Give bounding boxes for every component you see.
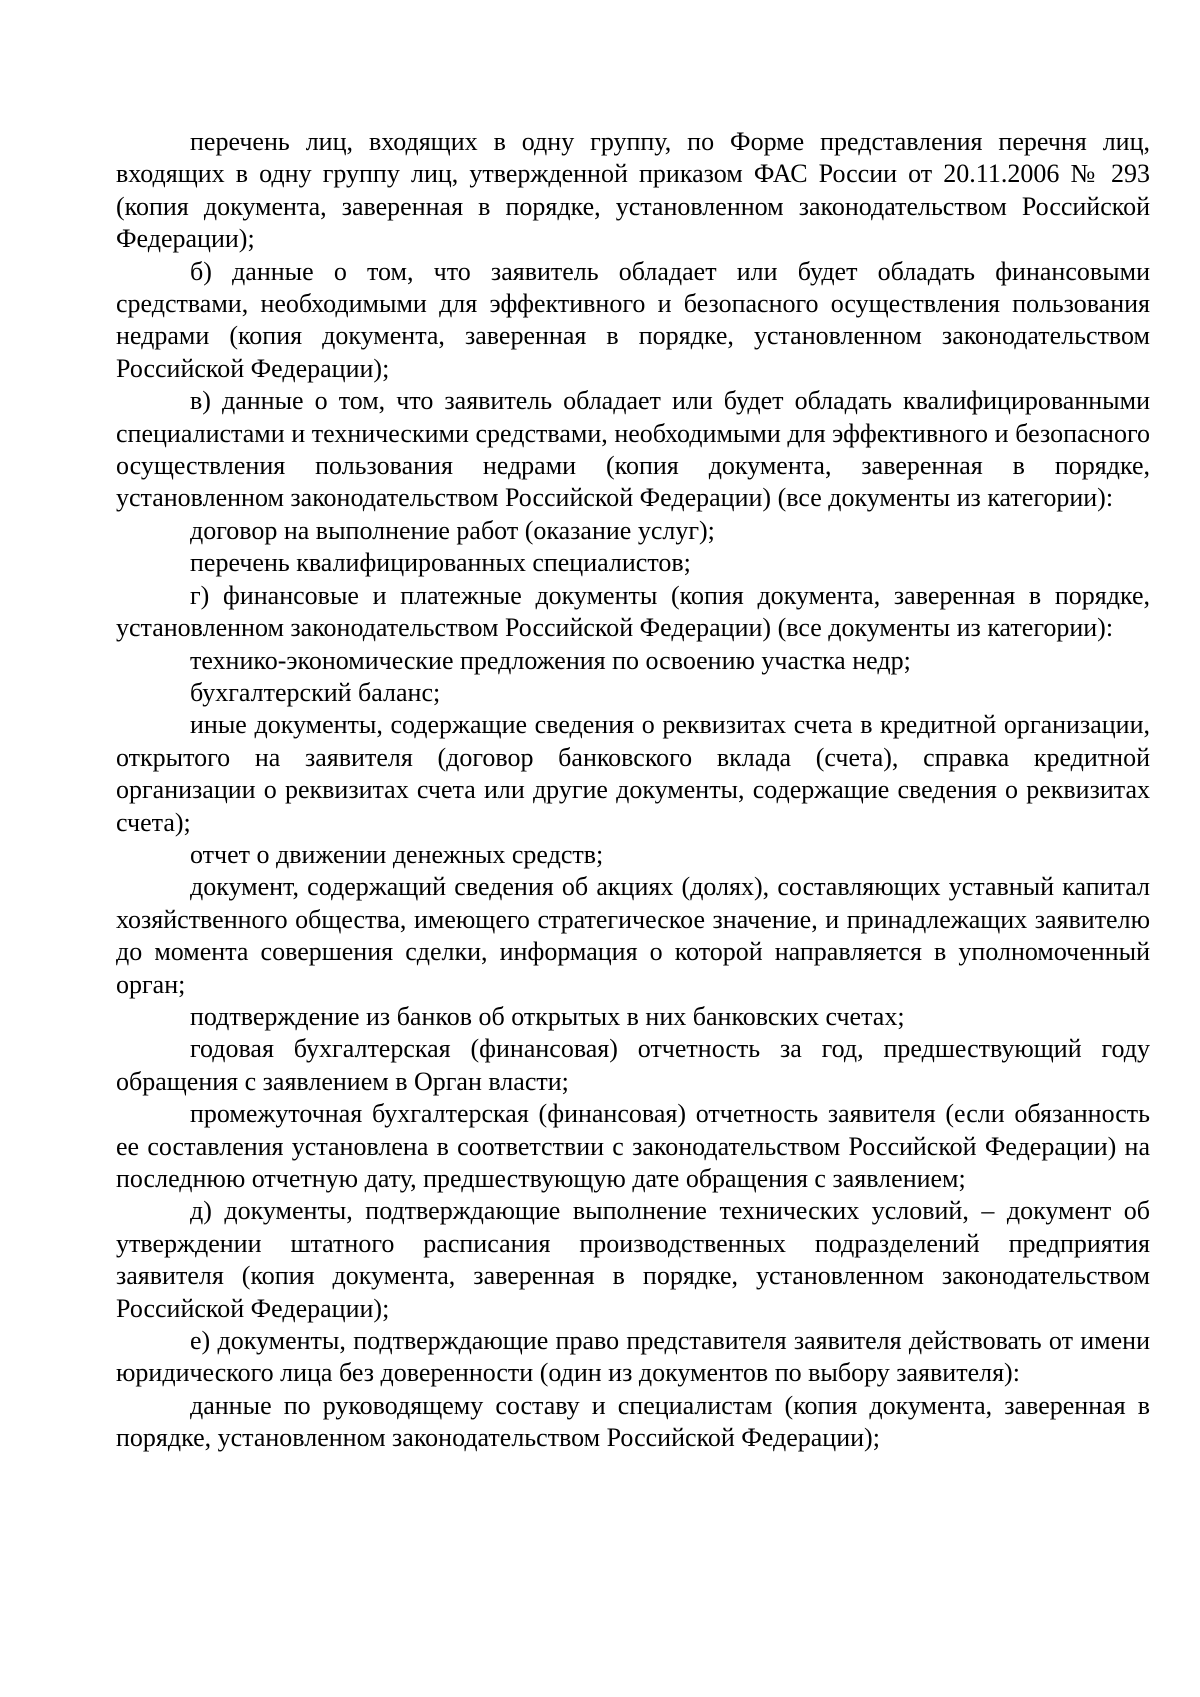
paragraph-specialists-list: перечень квалифицированных специалистов; — [190, 548, 691, 578]
paragraph-item-g-financial-documents: г) финансовые и платежные документы (копия документа, заверенная в порядке, установленном законодательством Российской Федерации) (все документы из категории): — [116, 580, 1150, 643]
paragraph-item-b-financial-means: б) данные о том, что заявитель обладает или будет обладать финансовыми средствами, необходимыми для эффективного и безопасного осуществления пользования недрами (копия документа, заверенная в порядке, установленном законодательством Российской Федерации); — [116, 256, 1150, 383]
paragraph-annual-reporting: годовая бухгалтерская (финансовая) отчетность за год, предшествующий году обращения с заявлением в Орган власти; — [116, 1034, 1150, 1096]
paragraph-bank-confirmation: подтверждение из банков об открытых в них банковских счетах; — [190, 1001, 905, 1031]
paragraph-cash-flow-report: отчет о движении денежных средств; — [190, 839, 604, 869]
paragraph-item-e-representative-rights: е) документы, подтверждающие право представителя заявителя действовать от имени юридического лица без доверенности (один из документов по выбору заявителя): — [116, 1326, 1150, 1388]
paragraph-bank-account-details: иные документы, содержащие сведения о реквизитах счета в кредитной организации, открытого на заявителя (договор банковского вклада (счета), справка кредитной организации о реквизитах счета или другие документы, содержащие сведения о реквизитах счета); — [116, 710, 1150, 837]
document-page — [116, 126, 1150, 1455]
paragraph-interim-reporting: промежуточная бухгалтерская (финансовая) отчетность заявителя (если обязанность ее составления установлена в соответствии с законодательством Российской Федерации) на последнюю отчетную дату, предшествующую дате обращения с заявлением; — [116, 1099, 1150, 1193]
paragraph-management-data: данные по руководящему составу и специалистам (копия документа, заверенная в порядке, установленном законодательством Российской Федерации); — [116, 1390, 1150, 1453]
paragraph-item-d-technical-conditions: д) документы, подтверждающие выполнение технических условий, – документ об утверждении штатного расписания производственных подразделений предприятия заявителя (копия документа, заверенная в порядке, установленном законодательством Российской Федерации); — [116, 1196, 1150, 1323]
paragraph-shares-document: документ, содержащий сведения об акциях (долях), составляющих уставный капитал хозяйственного общества, имеющего стратегическое значение, и принадлежащих заявителю до момента совершения сделки, информация о которой направляется в уполномоченный орган; — [116, 872, 1150, 999]
paragraph-service-contract: договор на выполнение работ (оказание услуг); — [190, 515, 715, 545]
paragraph-technical-economic-proposals: технико-экономические предложения по освоению участка недр; — [190, 645, 911, 675]
paragraph-item-v-specialists: в) данные о том, что заявитель обладает или будет обладать квалифицированными специалистами и техническими средствами, необходимыми для эффективного и безопасного осуществления пользования недрами (копия документа, заверенная в порядке, установленном законодательством Российской Федерации) (все документы из категории): — [116, 386, 1150, 513]
paragraph-balance-sheet: бухгалтерский баланс; — [190, 677, 441, 707]
paragraph-group-list: перечень лиц, входящих в одну группу, по Форме представления перечня лиц, входящих в одну группу лиц, утвержденной приказом ФАС России от 20.11.2006 № 293 (копия документа, заверенная в порядке, установленном законодательством Российской Федерации); — [116, 127, 1150, 254]
